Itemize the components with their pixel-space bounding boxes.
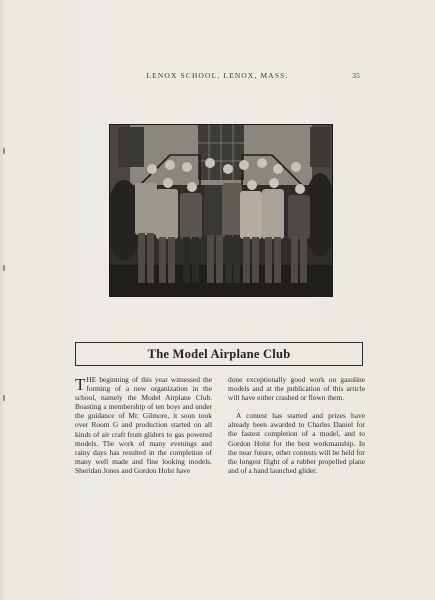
drop-cap: T [75, 375, 86, 394]
binding-mark [3, 265, 5, 271]
club-group-photo [109, 124, 333, 297]
article-title-box [75, 342, 363, 366]
article-paragraph [75, 375, 212, 475]
running-title: LENOX SCHOOL, LENOX, MASS. [146, 71, 289, 80]
group-photo-illustration [110, 125, 332, 296]
article-column-right [228, 375, 365, 475]
binding-mark [3, 395, 5, 401]
page-number: 35 [352, 71, 360, 80]
article-paragraph: A contest has started and prizes have already been awarded to Charles Daniel for the fastest completion of a model, and to Gordon Holst for the best workmanship. In the near future, other contests will be held for the longest flight of a rubber propelled plane and of a hand launched glider. [228, 411, 365, 475]
article-paragraph: done exceptionally good work on gasoline models and at the publication of this article will have either crashed or flown them. [228, 375, 365, 403]
binding-mark [3, 148, 5, 154]
article-column-left [75, 375, 212, 475]
paragraph-text: HE beginning of this year witnessed the forming of a new organization in the school, namely the Model Airplane Club. Boasting a membership of ten boys and under the guidance of Mr. Gilmore, it soon took over Room G and production started on all kinds of air craft from gliders to gas powered models. The work of many evenings and rainy days has resulted in the completion of many well made and fine looking models. Sheridan Jones and Gordon Holst have [75, 375, 212, 475]
article-title: The Model Airplane Club [147, 346, 291, 361]
running-header [0, 70, 435, 84]
